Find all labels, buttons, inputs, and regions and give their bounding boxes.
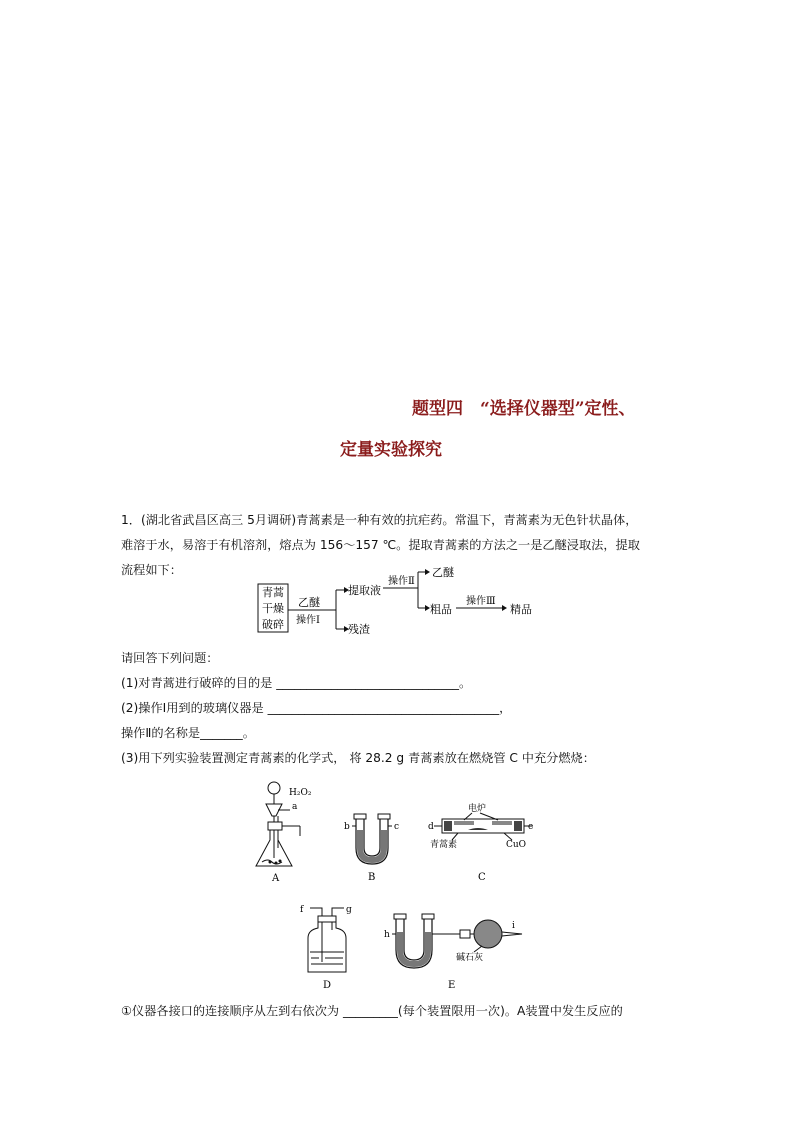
apparatus-c-sample: 青蒿素 [430, 840, 458, 850]
question-1: (1)对青蒿进行破碎的目的是 ______________________________。 [121, 676, 472, 690]
flow-residue: 残渣 [348, 623, 370, 636]
apparatus-c-label: C [478, 872, 486, 883]
apparatus-a [252, 778, 322, 886]
apparatus-b-port-right: c [394, 822, 400, 832]
flow-op1: 操作Ⅰ [296, 615, 320, 626]
question-line-1: 1．(湖北省武昌区高三 5月调研)青蒿素是一种有效的抗疟药。常温下，青蒿素为无色针状晶体， [121, 513, 638, 527]
apparatus-d-label: D [323, 980, 332, 991]
flow-box-line3: 破碎 [262, 618, 284, 631]
question-2a: (2)操作Ⅰ用到的玻璃仪器是 ______________________________________， [121, 701, 512, 715]
apparatus-e-reagent: 碱石灰 [456, 953, 484, 963]
flow-box-line2: 干燥 [262, 602, 284, 615]
section-title-line2: 定量实验探究 [340, 440, 442, 460]
apparatus-d-port-right: g [346, 905, 352, 915]
apparatus-a-reagent: H₂O₂ [289, 788, 312, 798]
flow-op2: 操作Ⅱ [388, 576, 415, 587]
apparatus-b-port-left: b [344, 822, 350, 832]
apparatus-c-port-right: e [528, 822, 534, 832]
apparatus-e-port-right: i [512, 921, 515, 931]
flow-op3: 操作Ⅲ [466, 596, 496, 607]
question-line-3: 流程如下： [121, 563, 182, 577]
apparatus-e-label: E [448, 980, 456, 991]
flow-pure: 精品 [510, 603, 532, 616]
question-3: (3)用下列实验装置测定青蒿素的化学式， 将 28.2 g 青蒿素放在燃烧管 C 中充分燃烧： [121, 751, 595, 765]
prompt-text: 请回答下列问题： [121, 651, 219, 665]
flow-reagent: 乙醚 [298, 596, 320, 609]
flow-ether: 乙醚 [432, 566, 454, 579]
flow-crude: 粗品 [430, 603, 452, 616]
section-title-line1: 题型四 “选择仪器型”定性、 [412, 399, 636, 419]
question-line-2: 难溶于水，易溶于有机溶剂，熔点为 156～157 ℃。提取青蒿素的方法之一是乙醚浸取法，提取 [121, 538, 640, 552]
apparatus-a-label: A [272, 873, 280, 884]
apparatus-e [382, 906, 528, 992]
apparatus-e-port-left: h [384, 930, 390, 940]
apparatus-b-label: B [368, 872, 376, 883]
apparatus-a-port: a [292, 802, 298, 812]
apparatus-d [296, 900, 358, 992]
flow-box-line1: 青蒿 [262, 586, 284, 599]
apparatus-b [340, 812, 410, 884]
question-2b: 操作Ⅱ的名称是_______。 [121, 726, 255, 740]
question-3-1: ①仪器各接口的连接顺序从左到右依次为 _________(每个装置限用一次)。A装置中发生反应的 [121, 1004, 623, 1018]
apparatus-d-port-left: f [300, 905, 304, 915]
apparatus-c-oxide: CuO [506, 840, 527, 850]
extraction-flow-diagram [250, 560, 570, 640]
apparatus-c-furnace: 电炉 [468, 804, 487, 814]
apparatus-c [428, 800, 538, 884]
flow-extract: 提取液 [348, 584, 381, 597]
apparatus-c-port-left: d [428, 822, 434, 832]
